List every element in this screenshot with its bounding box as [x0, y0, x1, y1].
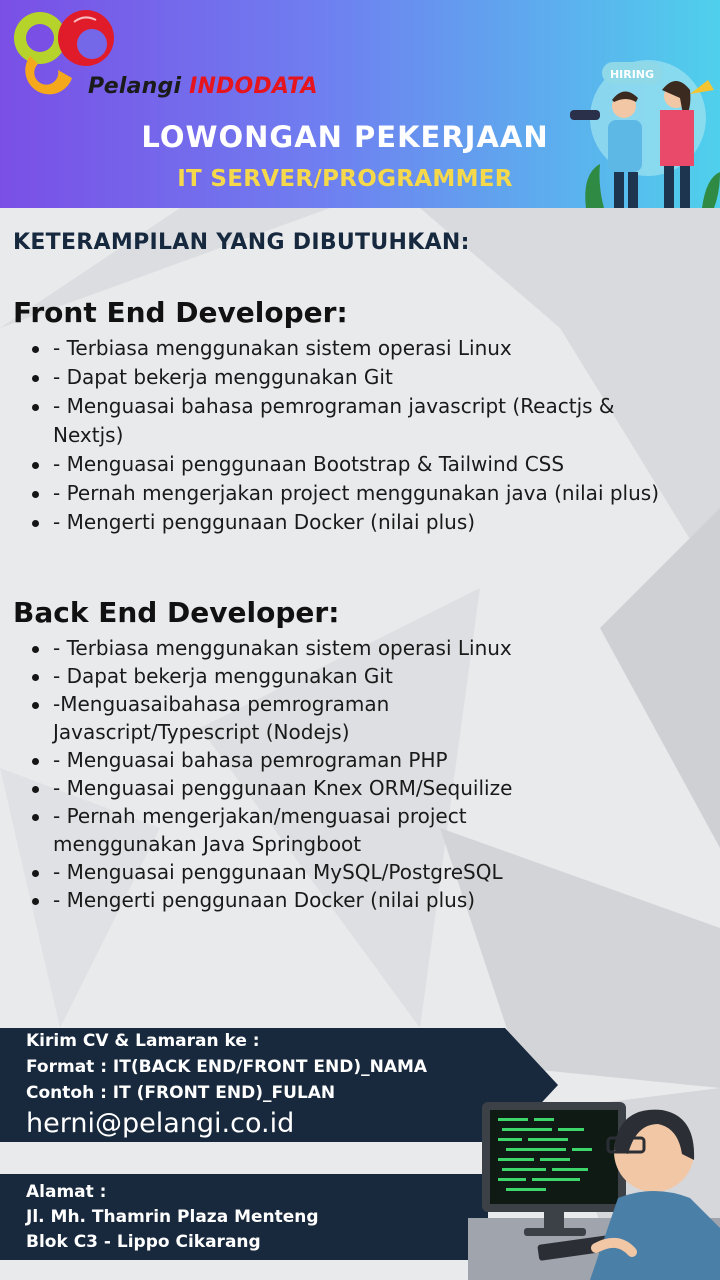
brand-name-part2: INDODATA — [189, 74, 318, 99]
list-item: - Mengerti penggunaan Docker (nilai plus) — [30, 508, 690, 537]
job-subtitle: IT SERVER/PROGRAMMER — [177, 166, 513, 192]
list-item: - Dapat bekerja menggunakan Git — [30, 662, 550, 690]
skills-heading: KETERAMPILAN YANG DIBUTUHKAN: — [13, 230, 470, 255]
hiring-badge-text: HIRING — [609, 68, 655, 81]
contact-example: Contoh : IT (FRONT END)_FULAN — [26, 1083, 336, 1103]
list-item: - Pernah mengerjakan/menguasai project menggunakan Java Springboot — [30, 802, 550, 858]
contact-email[interactable]: herni@pelangi.co.id — [26, 1108, 295, 1139]
address-line-2: Blok C3 - Lippo Cikarang — [26, 1232, 261, 1252]
list-item: - Terbiasa menggunakan sistem operasi Linux — [30, 634, 550, 662]
brand-name-part1: Pelangi — [88, 74, 182, 99]
list-item: - Menguasai penggunaan Bootstrap & Tailwind CSS — [30, 450, 690, 479]
header-banner — [0, 0, 720, 208]
address-label: Alamat : — [26, 1182, 107, 1202]
list-item: - Dapat bekerja menggunakan Git — [30, 363, 690, 392]
back-end-list — [30, 634, 550, 914]
page-title: LOWONGAN PEKERJAAN — [141, 120, 549, 154]
list-item: - Mengerti penggunaan Docker (nilai plus) — [30, 886, 550, 914]
contact-format: Format : IT(BACK END/FRONT END)_NAMA — [26, 1057, 428, 1077]
address-info — [26, 1180, 319, 1255]
list-item: - Pernah mengerjakan project menggunakan java (nilai plus) — [30, 479, 690, 508]
hiring-illustration-icon — [562, 54, 720, 208]
list-item: - Menguasai penggunaan Knex ORM/Sequilize — [30, 774, 550, 802]
address-line-1: Jl. Mh. Thamrin Plaza Menteng — [26, 1207, 319, 1227]
back-end-heading: Back End Developer: — [13, 596, 340, 629]
contact-info — [26, 1028, 427, 1141]
list-item: -Menguasaibahasa pemrograman Javascript/Typescript (Nodejs) — [30, 690, 550, 746]
programmer-illustration-icon — [468, 1098, 720, 1280]
list-item: - Menguasai bahasa pemrograman javascript (Reactjs & Nextjs) — [30, 392, 690, 450]
front-end-list — [30, 334, 690, 537]
contact-instruction: Kirim CV & Lamaran ke : — [26, 1031, 260, 1051]
front-end-heading: Front End Developer: — [13, 296, 348, 329]
list-item: - Terbiasa menggunakan sistem operasi Linux — [30, 334, 690, 363]
brand-name — [88, 74, 318, 99]
list-item: - Menguasai penggunaan MySQL/PostgreSQL — [30, 858, 550, 886]
list-item: - Menguasai bahasa pemrograman PHP — [30, 746, 550, 774]
